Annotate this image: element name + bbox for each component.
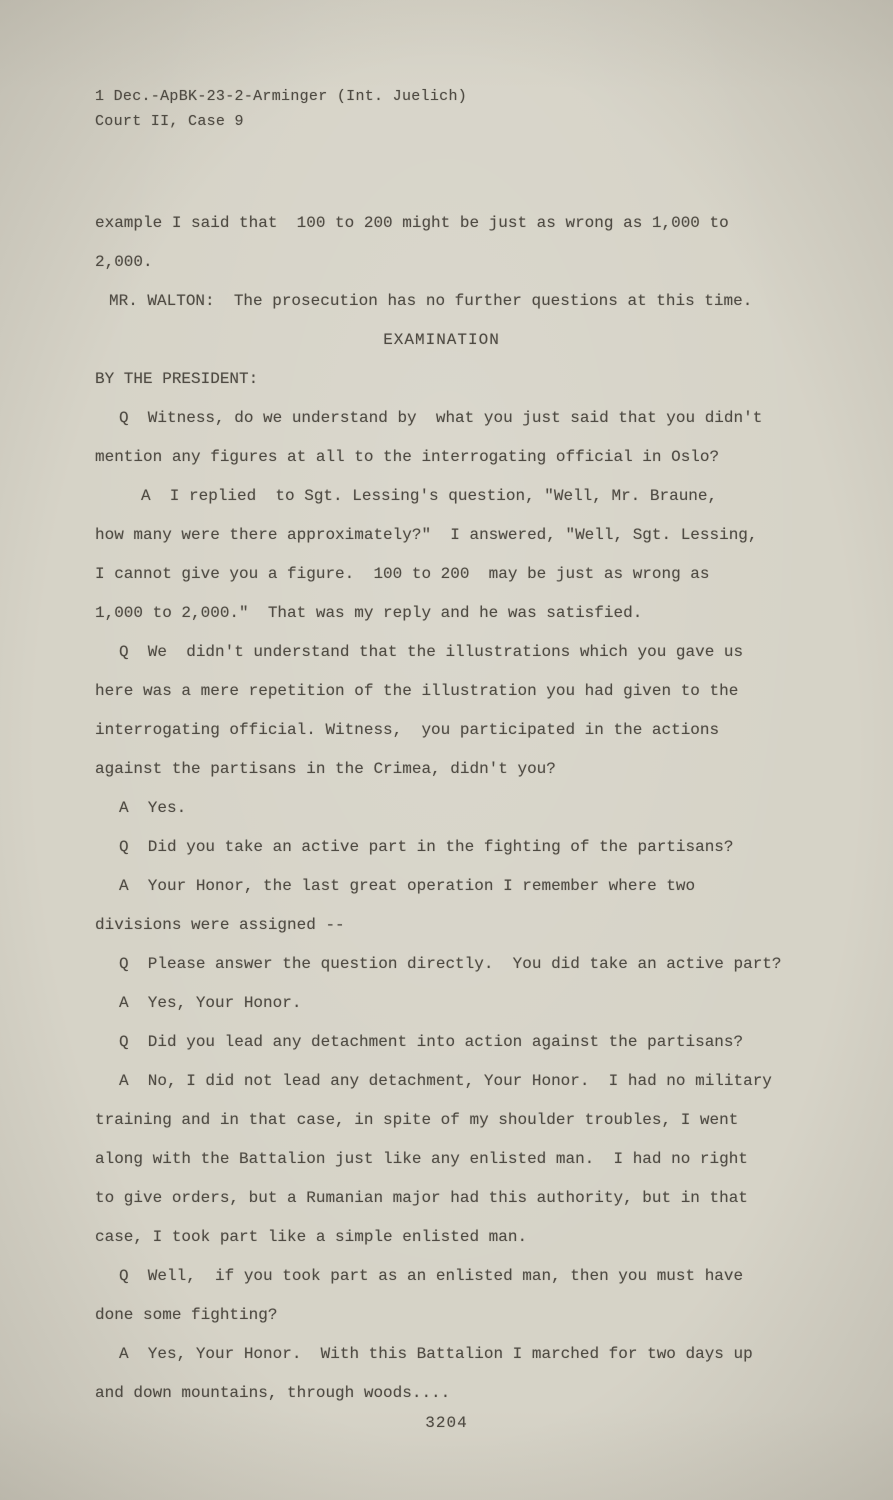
transcript-line: Q Did you take an active part in the fighting of the partisans? — [119, 838, 734, 856]
transcript-line: Q Please answer the question directly. You did take an active part? — [119, 955, 782, 973]
transcript-line: A Yes. — [119, 799, 187, 817]
transcript-line: here was a mere repetition of the illustration you had given to the — [95, 682, 739, 700]
document-header — [95, 84, 893, 134]
transcript-line: along with the Battalion just like any enlisted man. I had no right — [95, 1150, 748, 1168]
transcript-line: interrogating official. Witness, you participated in the actions — [95, 721, 720, 739]
transcript-line: training and in that case, in spite of my shoulder troubles, I went — [95, 1111, 739, 1129]
header-case-reference: 1 Dec.-ApBK-23-2-Arminger (Int. Juelich) — [95, 88, 468, 105]
transcript-line: A Your Honor, the last great operation I remember where two — [119, 877, 696, 895]
transcript-line: MR. WALTON: The prosecution has no further questions at this time. — [109, 292, 753, 310]
transcript-line: case, I took part like a simple enlisted man. — [95, 1228, 528, 1246]
transcript-line: to give orders, but a Rumanian major had this authority, but in that — [95, 1189, 748, 1207]
page-number: 3204 — [425, 1414, 468, 1432]
transcript-line: BY THE PRESIDENT: — [95, 370, 259, 388]
transcript-line: Q Well, if you took part as an enlisted man, then you must have — [119, 1267, 744, 1285]
transcript-line: EXAMINATION — [383, 331, 500, 349]
transcript-line: A I replied to Sgt. Lessing's question, "Well, Mr. Braune, — [141, 487, 718, 505]
transcript-line: I cannot give you a figure. 100 to 200 may be just as wrong as — [95, 565, 710, 583]
transcript-line: and down mountains, through woods.... — [95, 1384, 451, 1402]
transcript-line: mention any figures at all to the interrogating official in Oslo? — [95, 448, 720, 466]
transcript-line: Q Did you lead any detachment into action against the partisans? — [119, 1033, 744, 1051]
transcript-line: Q Witness, do we understand by what you just said that you didn't — [119, 409, 763, 427]
transcript-line: against the partisans in the Crimea, didn't you? — [95, 760, 556, 778]
transcript-body — [95, 204, 788, 1413]
transcript-line: 2,000. — [95, 253, 153, 271]
transcript-line: A No, I did not lead any detachment, Your Honor. I had no military — [119, 1072, 772, 1090]
transcript-line: how many were there approximately?" I answered, "Well, Sgt. Lessing, — [95, 526, 758, 544]
transcript-line: example I said that 100 to 200 might be just as wrong as 1,000 to — [95, 214, 729, 232]
transcript-line: 1,000 to 2,000." That was my reply and he was satisfied. — [95, 604, 643, 622]
transcript-line: A Yes, Your Honor. — [119, 994, 302, 1012]
transcript-line: Q We didn't understand that the illustrations which you gave us — [119, 643, 744, 661]
transcript-line: done some fighting? — [95, 1306, 278, 1324]
header-court-case: Court II, Case 9 — [95, 113, 244, 130]
transcript-line: divisions were assigned -- — [95, 916, 345, 934]
transcript-line: A Yes, Your Honor. With this Battalion I marched for two days up — [119, 1345, 753, 1363]
